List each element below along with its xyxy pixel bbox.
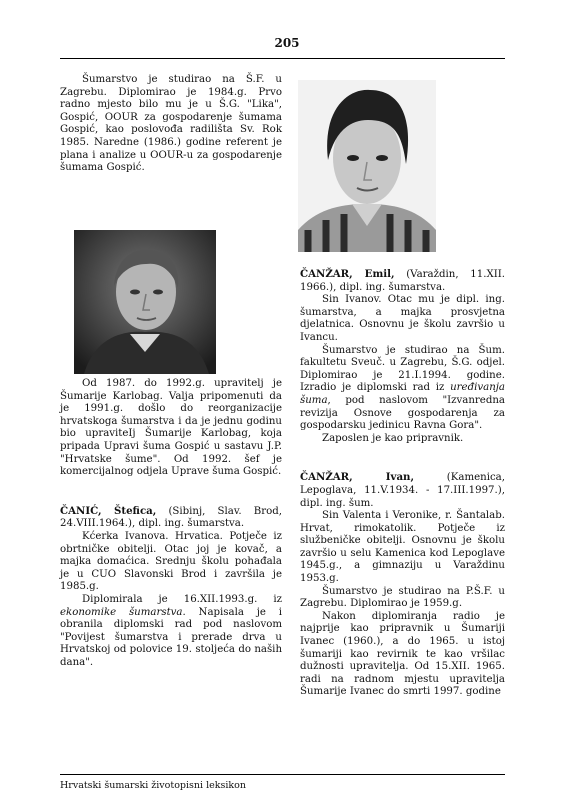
paragraph [60, 594, 282, 670]
paragraph: Šumarstvo je studirao na Š.F. u Zagrebu. Diplomirao je 1984.g. Prvo radno mjesto bilo mu je u Š.G. "Lika", Gospić, OOUR za gospodarenje šumama Gospić, kao poslovođa radilišta Sv. Rok 1985. Naredne (1986.) godine referent je plana i analize u OOUR-u za gospodarenje šumama Gospić. [60, 74, 282, 174]
entry-name: ČANŽAR, Emil, [300, 268, 395, 280]
page-number: 205 [274, 36, 300, 50]
emphasis-span: ekonomike šumarstva [60, 606, 183, 618]
paragraph: Sin Ivanov. Otac mu je dipl. ing. šumarstva, a majka prosvjetna djelatnica. Osnovnu je školu završio u Ivancu. [300, 294, 505, 343]
left-main-text [60, 378, 282, 669]
paragraph: Od 1987. do 1992.g. upravitelj je Šumarije Karlobag. Valja pripomenuti da je 1991.g. došlo do reorganizacije hrvatskoga šumarstva i da je jednu godinu bio upraviteIj Šumarije Karlobag, koja pripada Upravi šuma Gospić u sastavu J.P. "Hrvatske šume". Od 1992. šef je komercijalnog odjela Uprave šuma Gospić. [60, 378, 282, 478]
paragraph [300, 345, 505, 433]
emphasis-span: uređivanja šuma [300, 382, 505, 406]
paragraph: Zaposlen je kao pripravnik. [322, 432, 464, 444]
footer-rule [60, 774, 505, 775]
entry-canic-heading [60, 505, 282, 531]
entry-details: (Kamenica, Lepoglava, 11.V.1934. - 17.III.1997.), dipl. ing. šum. [300, 472, 505, 509]
entry-details: (Sibinj, Slav. Brod, 24.VIII.1964.), dipl. ing. šumarstva. [60, 505, 282, 530]
entry-details: (Varaždin, 11.XII. 1966.), dipl. ing. šumarstva. [300, 269, 505, 293]
entry-emil-heading [300, 268, 505, 294]
paragraph: Kćerka Ivanova. Hrvatica. Potječe iz obrtničke obitelji. Otac joj je kovač, a majka domaćica. Srednju školu pohađala je u CUO Slavonski Brod i završila je 1985.g. [60, 530, 282, 593]
paragraph: Nakon diplomiranja radio je najprije kao pripravnik u Šumariji Ivanec (1960.), a do 1965. u istoj šumariji kao revirnik te kao vršilac dužnosti upravitelja. Od 15.XII. 1965. radi na radnom mjestu upravitelja Šumarije Ivanec do smrti 1997. godine [300, 610, 505, 698]
text-span: . Napisala je i obranila diplomski rad pod naslovom "Povijest šumarstva i prerade drva u Hrvatskoj od polovice 19. stoljeća do naših dana". [60, 606, 282, 668]
right-main-text [300, 268, 505, 699]
paragraph: Šumarstvo je studirao na P.Š.F. u Zagrebu. Diplomirao je 1959.g. [300, 585, 505, 610]
footer-text: Hrvatski šumarski životopisni leksikon [60, 780, 247, 791]
entry-ivan-heading [300, 471, 505, 510]
portrait-photo-man-left [74, 230, 216, 374]
left-intro-text [60, 74, 282, 175]
paragraph: Sin Valenta i Veronike, r. Šantalab. Hrvat, rimokatolik. Potječe iz službeničke obitelji. Osnovnu je školu završio u selu Kamenica kod Lepoglave 1945.g., a gimnaziju u Varaždinu 1953.g. [300, 510, 505, 585]
entry-name: ČANŽAR, Ivan, [300, 471, 415, 484]
header-rule [60, 58, 505, 59]
text-span: Diplomirala je 16.XII.1993.g. iz [82, 593, 282, 605]
text-span: Šumarstvo je studirao na Šum. fakultetu Sveuč. u Zagrebu, Š.G. odjel. Diplomirao je 21.I.1994. godine. Izradio je diplomski rad iz [300, 344, 505, 394]
portrait-photo-young-man [298, 80, 436, 252]
entry-name: ČANIĆ, Štefica, [60, 504, 157, 517]
text-span: , pod naslovom "Izvanredna revizija Osnove gospodarenja za gospodarsku jedinicu Ravna Gora". [300, 394, 505, 432]
